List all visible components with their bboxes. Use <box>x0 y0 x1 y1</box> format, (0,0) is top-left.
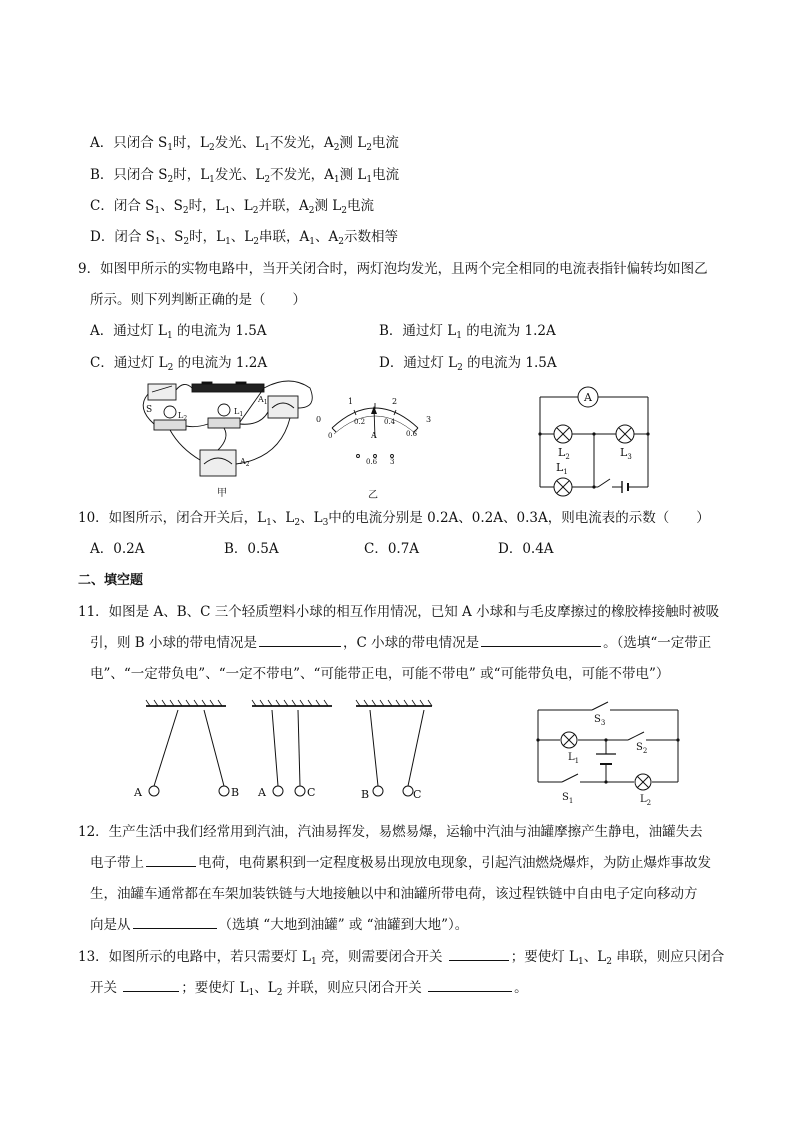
q10-option-b: B．0.5A <box>224 541 279 557</box>
q8-option-c: C．闭合 $S_1$、$S_2$时，$L_1$、$L_2$并联，$A_2$测 $L_2$电流 <box>90 198 374 216</box>
figure-q11-balls <box>130 698 440 808</box>
figure-yi-ammeter-dial <box>310 388 440 501</box>
q12-stem-line4: 向是从 （选填 “大地到油罐” 或 “油罐到大地”）。 <box>90 917 469 933</box>
svg-text:0.4: 0.4 <box>384 418 396 426</box>
section-heading-fill-blank: 二、填空题 <box>78 573 144 588</box>
figure-q13-circuit <box>532 698 682 808</box>
q11-stem-line1: 11．如图是 A、B、C 三个轻质塑料小球的相互作用情况，已知 A 小球和与毛皮摩擦过的橡胶棒接触时被吸 <box>78 604 720 620</box>
svg-text:L2: $L_2$ <box>558 446 570 461</box>
q8-option-a: A．只闭合 $S_1$时，$L_2$发光、$L_1$不发光，$A_2$测 $L_2$电流 <box>90 135 399 153</box>
q11-blank-b <box>259 634 341 647</box>
svg-text:3: 3 <box>426 415 432 424</box>
q12-stem-line3: 生，油罐车通常都在车架加装铁链与大地接触以中和油罐所带电荷，该过程铁链中自由电子定向移动方 <box>90 886 698 902</box>
q9-stem-line1: 9．如图甲所示的实物电路中，当开关闭合时，两灯泡均发光，且两个完全相同的电流表指针偏转均如图乙 <box>78 261 708 277</box>
q11-stem-line3: 电”、“一定带负电”、“一定不带电”、“可能带正电，可能不带电” 或“可能带负电，可能不带电”） <box>90 666 670 682</box>
svg-text:3: 3 <box>390 458 395 466</box>
jia-label-a1: $A_1$ <box>258 395 268 406</box>
svg-text:B: B <box>361 788 370 801</box>
svg-text:A: A <box>371 431 377 440</box>
svg-text:1: 1 <box>348 397 354 406</box>
q12-blank-direction <box>133 916 217 929</box>
q8-option-d: D．闭合 $S_1$、$S_2$时，$L_1$、$L_2$串联，$A_1$、$A_2$示数相等 <box>90 229 398 247</box>
svg-text:0.6: 0.6 <box>406 430 418 438</box>
svg-text:C: C <box>413 788 422 801</box>
svg-text:0: 0 <box>328 432 333 440</box>
q12-stem-line1: 12．生产生活中我们经常用到汽油，汽油易挥发，易燃易爆，运输中汽油与油罐摩擦产生静电，油罐失去 <box>78 824 703 840</box>
jia-label-l1: $L_1$ <box>234 407 244 418</box>
q13-stem-line1: 13．如图所示的电路中，若只需要灯 $L_1$ 亮，则需要闭合开关 ；要使灯 $L_1$、$L_2$ 串联，则应只闭合 <box>78 949 725 967</box>
q9-option-c: C．通过灯 $L_2$ 的电流为 1.2A <box>90 355 268 373</box>
q13-blank-2 <box>123 979 179 992</box>
q10-option-d: D．0.4A <box>498 541 554 557</box>
svg-text:A: A <box>134 786 142 799</box>
svg-text:L3: $L_3$ <box>620 446 632 461</box>
q11-stem-line2: 引，则 B 小球的带电情况是 ，C 小球的带电情况是 。（选填“一定带正 <box>90 635 712 651</box>
svg-text:S: S <box>146 405 153 415</box>
q10-stem: 10．如图所示，闭合开关后，$L_1$、$L_2$、$L_3$中的电流分别是 0.2A、0.2A、0.3A，则电流表的示数（ ） <box>78 510 710 528</box>
q10-option-a: A．0.2A <box>90 541 145 557</box>
svg-text:C: C <box>307 786 316 799</box>
svg-text:0.2: 0.2 <box>354 418 366 426</box>
jia-label-l2: $L_2$ <box>178 411 188 422</box>
q12-stem-line2: 电子带上 电荷，电荷累积到一定程度极易出现放电现象，引起汽油燃烧爆炸，为防止爆炸事故发 <box>90 855 711 871</box>
svg-text:A: A <box>258 786 266 799</box>
q9-option-b: B．通过灯 $L_1$ 的电流为 1.2A <box>379 323 556 341</box>
svg-text:A: A <box>584 391 592 404</box>
yi-caption: 乙 <box>368 490 378 501</box>
svg-text:B: B <box>231 786 240 799</box>
q11-blank-c <box>481 634 601 647</box>
jia-caption: 甲 <box>217 488 227 499</box>
svg-text:0: 0 <box>316 415 322 424</box>
figure-jia-circuit <box>140 378 333 499</box>
svg-text:2: 2 <box>392 397 398 406</box>
figure-q10-circuit <box>538 383 650 495</box>
jia-label-a2: $A_2$ <box>240 457 250 468</box>
q13-blank-1 <box>449 948 509 961</box>
svg-text:L1: $L_1$ <box>556 461 568 476</box>
q12-blank-charge <box>146 854 196 867</box>
q13-stem-line2: 开关 ；要使灯 $L_1$、$L_2$ 并联，则应只闭合开关 。 <box>90 980 528 998</box>
q10-option-c: C．0.7A <box>364 541 420 557</box>
q8-option-b: B．只闭合 $S_2$时，$L_1$发光、$L_2$不发光，$A_1$测 $L_1$电流 <box>90 167 400 185</box>
svg-text:S3: $S_3$ <box>594 714 606 727</box>
q9-option-d: D．通过灯 $L_2$ 的电流为 1.5A <box>379 355 557 373</box>
svg-text:0.6: 0.6 <box>366 458 378 466</box>
svg-text:S1: $S_1$ <box>562 792 574 805</box>
q9-stem-line2: 所示。则下列判断正确的是（ ） <box>90 292 306 308</box>
svg-text:L1: $L_1$ <box>568 752 580 765</box>
svg-text:S2: $S_2$ <box>636 742 648 755</box>
q13-blank-3 <box>428 979 512 992</box>
q9-option-a: A．通过灯 $L_1$ 的电流为 1.5A <box>90 323 267 341</box>
svg-text:L2: $L_2$ <box>640 794 652 807</box>
